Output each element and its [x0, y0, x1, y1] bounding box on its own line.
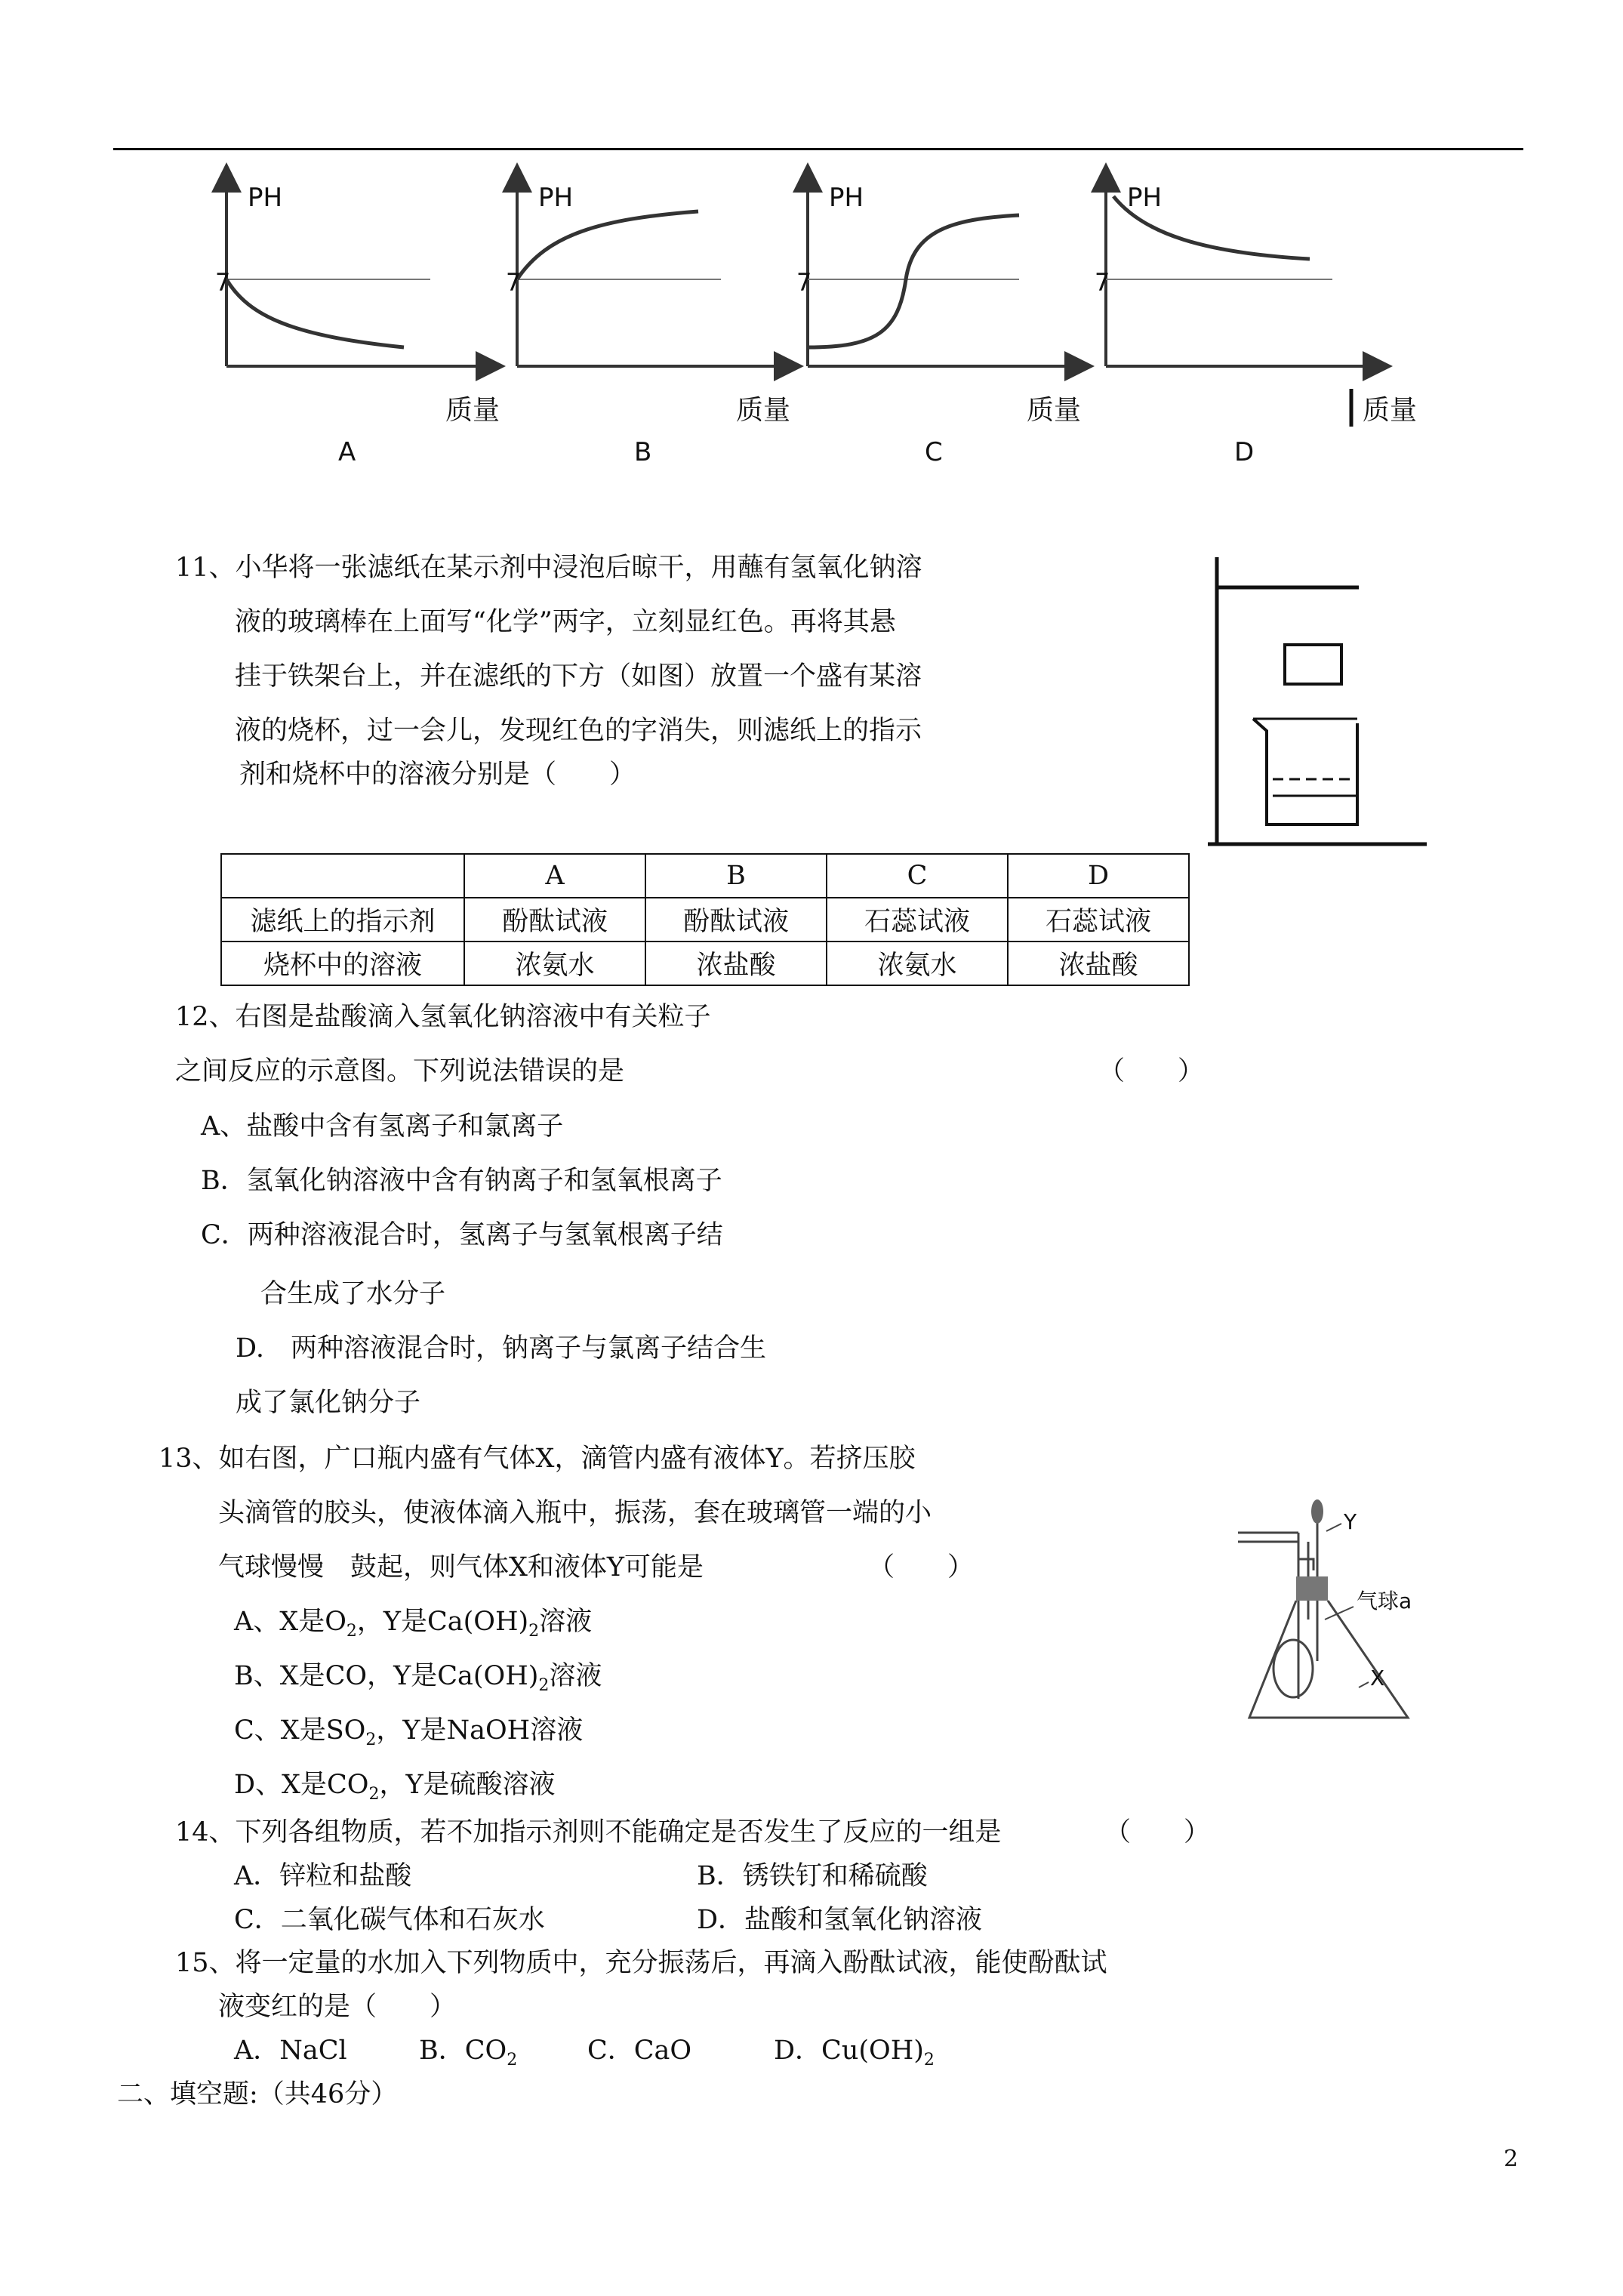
- figure-label-y: Y: [1344, 1509, 1357, 1534]
- q11-options-table: [220, 853, 1190, 986]
- q14-option-a: A．锌粒和盐酸: [234, 1861, 412, 1891]
- beaker: [1253, 719, 1357, 824]
- filter-paper: [1285, 645, 1341, 684]
- x-label-c: 质量: [1027, 395, 1082, 426]
- q13-option-a: A、X是$O_2$，Y是$Ca(OH)_2$溶液: [234, 1607, 593, 1641]
- q14-option-c: C．二氧化碳气体和石灰水: [234, 1905, 545, 1935]
- q14-option-b: B．锈铁钉和稀硫酸: [697, 1861, 928, 1891]
- q15-option-a: A．NaCl: [234, 2036, 347, 2066]
- q14-answer-bracket: （ ）: [1104, 1817, 1211, 1848]
- table-cell: 酚酞试液: [645, 898, 827, 942]
- table-cell: 石蕊试液: [1008, 898, 1189, 942]
- table-row: [221, 898, 1189, 942]
- q11-line-1: 11、小华将一张滤纸在某示剂中浸泡后晾干，用蘸有氢氧化钠溶: [175, 553, 922, 583]
- seven-b: 7: [506, 268, 522, 297]
- dropper-bulb: [1311, 1499, 1323, 1524]
- q12-option-d-1: D. 两种溶液混合时，钠离子与氯离子结合生: [236, 1333, 766, 1364]
- q15-option-b: B．$CO_2$: [419, 2036, 518, 2069]
- option-label-d: D: [1234, 437, 1255, 467]
- flask-figure: [1227, 1487, 1468, 1737]
- q11-line-3: 挂于铁架台上，并在滤纸的下方（如图）放置一个盛有某溶: [235, 661, 922, 692]
- x-label-a: 质量: [445, 395, 500, 426]
- table-row: [221, 854, 1189, 898]
- q15-option-d: D．$Cu(OH)_2$: [774, 2036, 935, 2069]
- table-row: [221, 942, 1189, 985]
- page-number: 2: [1504, 2146, 1519, 2172]
- y-label-c: PH: [829, 183, 864, 213]
- q13-line-3: 气球慢慢 鼓起，则气体X和液体Y可能是: [218, 1552, 704, 1583]
- q15-line-2: 液变红的是（ ）: [218, 1992, 457, 2022]
- q12-line-1: 12、右图是盐酸滴入氢氧化钠溶液中有关粒子: [175, 1002, 711, 1032]
- x-label-d: 质量: [1363, 395, 1418, 426]
- q13-option-d: D、X是$CO_2$，Y是硫酸溶液: [234, 1770, 556, 1804]
- y-label-b: PH: [538, 183, 574, 213]
- option-label-b: B: [634, 437, 652, 467]
- header-rule: [113, 148, 1523, 150]
- graph-b: [506, 177, 790, 467]
- option-label-a: A: [338, 437, 356, 467]
- q13-answer-bracket: （ ）: [868, 1552, 975, 1583]
- q11-line-2: 液的玻璃棒在上面写“化学”两字，立刻显红色。再将其悬: [235, 607, 896, 637]
- table-cell: A: [464, 854, 645, 898]
- seven-c: 7: [796, 268, 812, 297]
- y-label-d: PH: [1127, 183, 1163, 213]
- q13-option-c: C、X是$SO_2$，Y是NaOH溶液: [234, 1715, 584, 1749]
- q12-option-a: A、盐酸中含有氢离子和氯离子: [201, 1111, 564, 1142]
- ph-graphs: [204, 162, 1427, 479]
- figure-label-x: X: [1370, 1666, 1385, 1690]
- table-cell: 浓氨水: [464, 942, 645, 985]
- seven-d: 7: [1095, 268, 1110, 297]
- table-cell: 浓盐酸: [1008, 942, 1189, 985]
- q11-line-5: 剂和烧杯中的溶液分别是（ ）: [239, 760, 636, 790]
- q12-option-d-2: 成了氯化钠分子: [236, 1388, 421, 1418]
- table-cell: B: [645, 854, 827, 898]
- table-cell: 浓氨水: [827, 942, 1008, 985]
- curve-b: [517, 211, 698, 279]
- q12-option-c-1: C．两种溶液混合时，氢离子与氢氧根离子结: [201, 1220, 723, 1250]
- q15-line-1: 15、将一定量的水加入下列物质中，充分振荡后，再滴入酚酞试液，能使酚酞试: [175, 1948, 1107, 1978]
- q13-line-2: 头滴管的胶头，使液体滴入瓶中，振荡，套在玻璃管一端的小: [218, 1498, 932, 1528]
- table-cell: 酚酞试液: [464, 898, 645, 942]
- section-2-heading: 二、填空题:（共46分）: [117, 2079, 398, 2110]
- table-cell: C: [827, 854, 1008, 898]
- q12-option-c-2: 合生成了水分子: [260, 1279, 446, 1309]
- table-cell: D: [1008, 854, 1189, 898]
- q14-stem: 14、下列各组物质，若不加指示剂则不能确定是否发生了反应的一组是: [175, 1817, 1002, 1848]
- table-cell: [221, 854, 464, 898]
- x-label-b: 质量: [736, 395, 791, 426]
- seven-a: 7: [215, 268, 231, 297]
- stopper: [1296, 1576, 1328, 1601]
- table-cell: 浓盐酸: [645, 942, 827, 985]
- option-label-c: C: [925, 437, 943, 467]
- y-label-a: PH: [248, 183, 283, 213]
- q11-line-4: 液的烧杯，过一会儿，发现红色的字消失，则滤纸上的指示: [235, 716, 922, 746]
- q12-answer-bracket: （ ）: [1098, 1056, 1205, 1086]
- graph-d: [1095, 177, 1417, 467]
- curve-a: [226, 279, 404, 347]
- table-cell: 石蕊试液: [827, 898, 1008, 942]
- balloon: [1273, 1640, 1313, 1697]
- q15-option-c: C．CaO: [587, 2036, 692, 2066]
- table-cell: 烧杯中的溶液: [221, 942, 464, 985]
- curve-c: [808, 215, 1019, 347]
- q14-option-d: D．盐酸和氢氧化钠溶液: [697, 1905, 983, 1935]
- iron-stand-figure: [1208, 551, 1434, 853]
- graph-a: [215, 177, 500, 467]
- q12-option-b: B．氢氧化钠溶液中含有钠离子和氢氧根离子: [201, 1166, 722, 1196]
- figure-label-balloon: 气球a: [1357, 1589, 1412, 1613]
- graph-c: [796, 177, 1081, 467]
- q13-line-1: 13、如右图，广口瓶内盛有气体X，滴管内盛有液体Y。若挤压胶: [159, 1444, 916, 1474]
- table-cell: 滤纸上的指示剂: [221, 898, 464, 942]
- q13-option-b: B、X是CO，Y是$Ca(OH)_2$溶液: [234, 1661, 602, 1695]
- q12-line-2: 之间反应的示意图。下列说法错误的是: [175, 1056, 625, 1086]
